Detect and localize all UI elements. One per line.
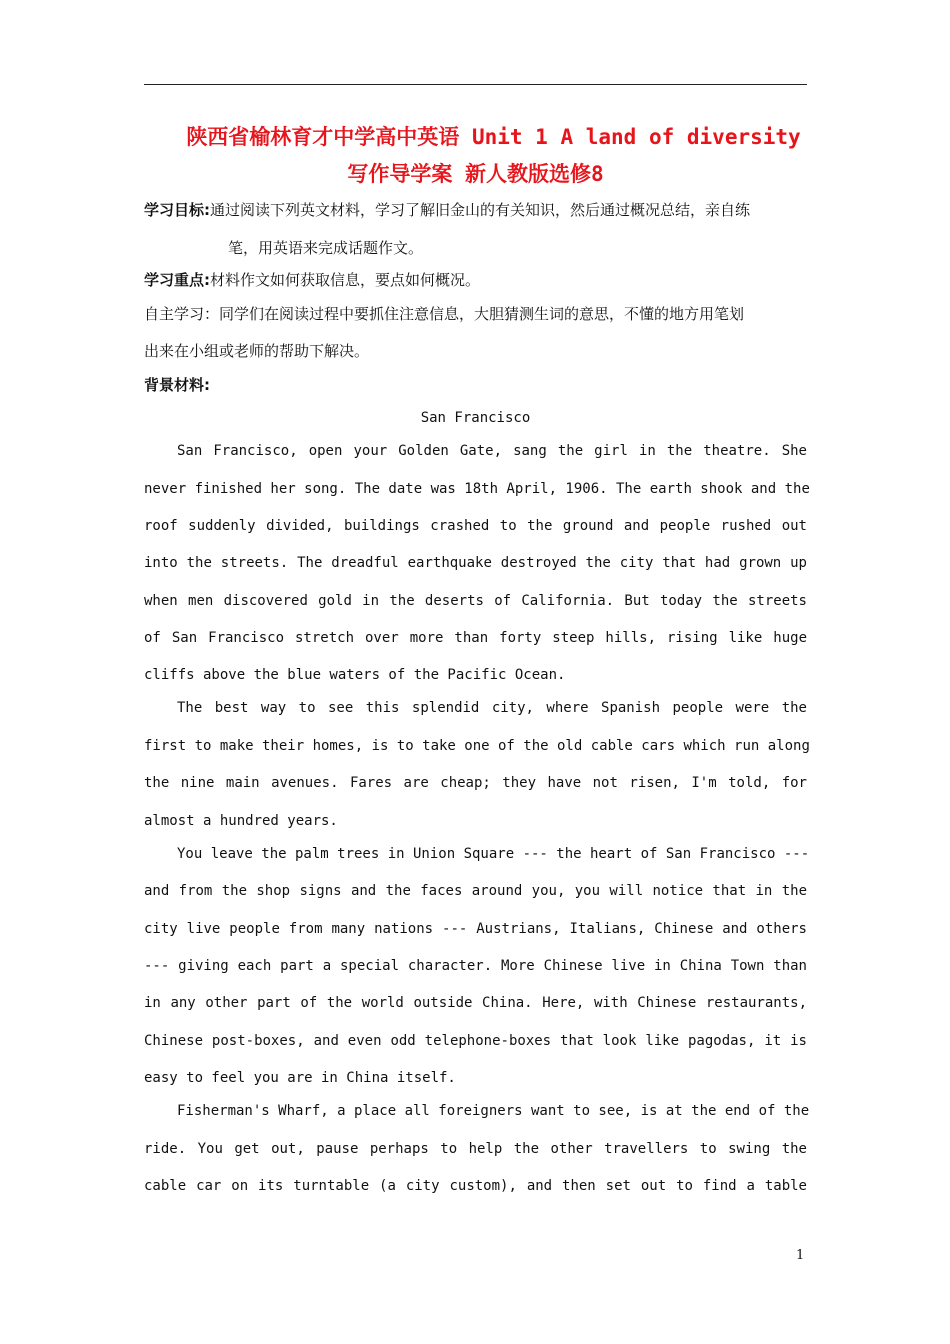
article-line: in any other part of the world outside China. Here, with Chinese restaurants,: [144, 995, 807, 1011]
article-line: into the streets. The dreadful earthquake destroyed the city that had grown up: [144, 555, 807, 571]
article-line: city live people from many nations --- Austrians, Italians, Chinese and others: [144, 921, 807, 937]
header-rule: [144, 84, 807, 85]
article-line: and from the shop signs and the faces around you, you will notice that in the: [144, 883, 807, 899]
self-study-line2: 出来在小组或老师的帮助下解决。: [144, 342, 370, 360]
article-line: the nine main avenues. Fares are cheap; they have not risen, I'm told, for: [144, 775, 807, 791]
article-line: --- giving each part a special character. More Chinese live in China Town than: [144, 958, 807, 974]
article-line: The best way to see this splendid city, where Spanish people were the: [177, 700, 807, 716]
learning-focus: [144, 270, 810, 290]
document-title-line1: 陕西省榆林育才中学高中英语 Unit 1 A land of diversity: [186, 125, 801, 149]
article-line: Fisherman's Wharf, a place all foreigners want to see, is at the end of the: [177, 1103, 810, 1119]
goals-label: 学习目标:: [144, 201, 210, 219]
article-line: ride. You get out, pause perhaps to help the other travellers to swing the: [144, 1141, 807, 1157]
article-title: San Francisco: [420, 410, 531, 426]
article-line: Chinese post-boxes, and even odd telephone-boxes that look like pagodas, it is: [144, 1033, 807, 1049]
document-title-line2: 写作导学案 新人教版选修8: [347, 162, 604, 186]
article-line: easy to feel you are in China itself.: [144, 1070, 456, 1086]
article-line: cable car on its turntable (a city custom), and then set out to find a table: [144, 1178, 807, 1194]
goals-text-continued: 笔，用英语来完成话题作文。: [228, 239, 424, 257]
self-study-line1: 自主学习：同学们在阅读过程中要抓住注意信息，大胆猜测生词的意思，不懂的地方用笔划: [144, 305, 745, 323]
background-label: 背景材料:: [144, 376, 210, 394]
focus-label: 学习重点:: [144, 271, 210, 289]
page-number: 1: [796, 1248, 805, 1263]
focus-text: 材料作文如何获取信息，要点如何概况。: [210, 271, 481, 289]
article-line: of San Francisco stretch over more than forty steep hills, rising like huge: [144, 630, 807, 646]
article-line: You leave the palm trees in Union Square --- the heart of San Francisco ---: [177, 846, 810, 862]
article-line: San Francisco, open your Golden Gate, sang the girl in the theatre. She: [177, 443, 807, 459]
article-line: never finished her song. The date was 18th April, 1906. The earth shook and the: [144, 481, 810, 497]
article-line: cliffs above the blue waters of the Pacific Ocean.: [144, 667, 566, 683]
goals-text: 通过阅读下列英文材料，学习了解旧金山的有关知识，然后通过概况总结，亲自练: [210, 201, 751, 219]
learning-goals: [144, 200, 810, 220]
article-line: when men discovered gold in the deserts of California. But today the streets: [144, 593, 807, 609]
article-line: first to make their homes, is to take one of the old cable cars which run along: [144, 738, 810, 754]
article-line: almost a hundred years.: [144, 813, 338, 829]
article-line: roof suddenly divided, buildings crashed to the ground and people rushed out: [144, 518, 807, 534]
